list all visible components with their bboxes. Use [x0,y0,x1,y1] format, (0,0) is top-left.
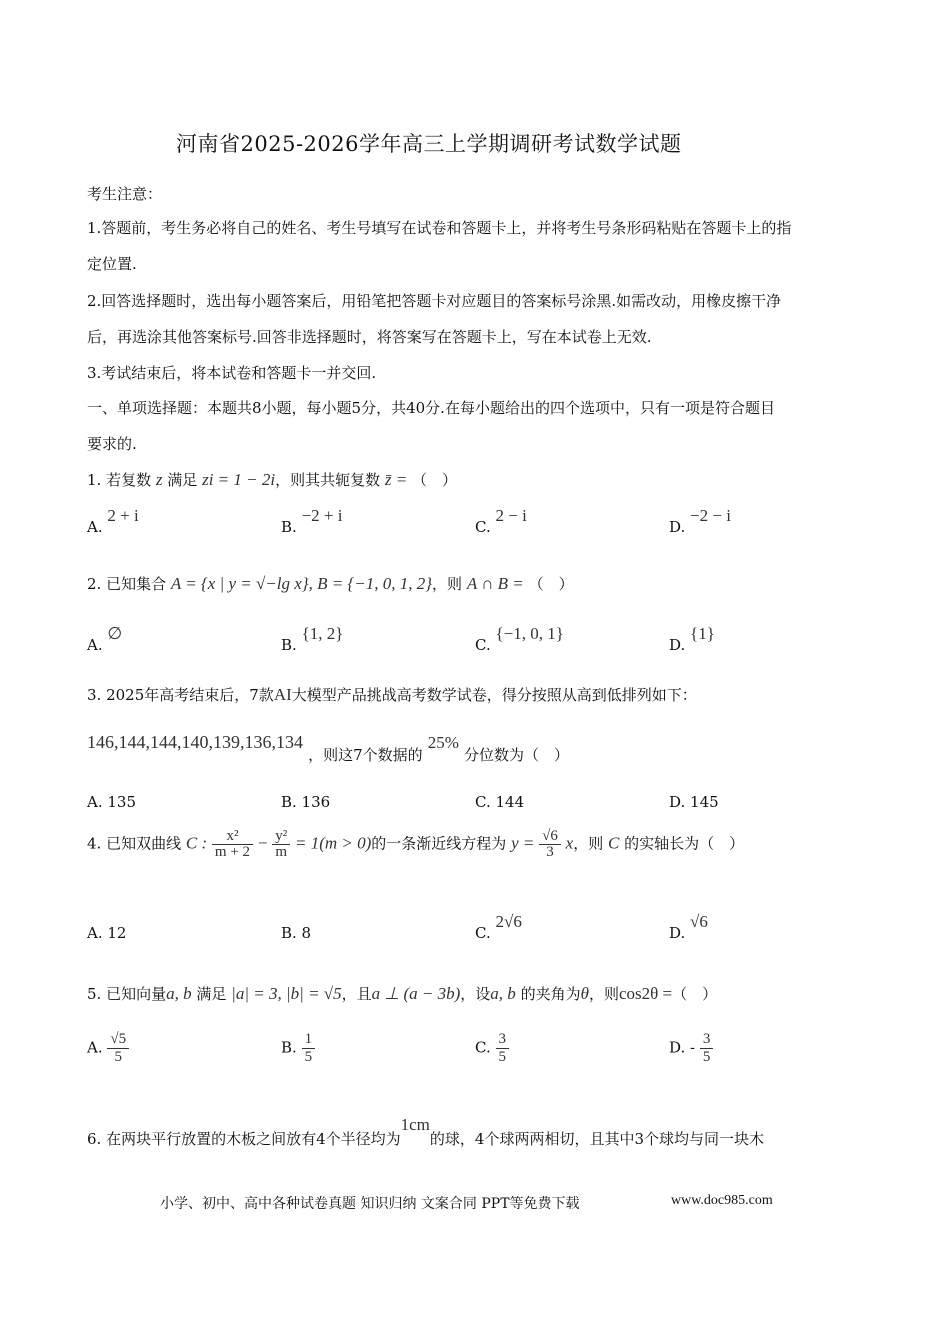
question-3 [87,684,697,705]
fraction-denominator: 5 [304,1049,313,1065]
q2-text-1: 2. 已知集合 [87,575,167,593]
q5-option-c [475,1031,509,1066]
q3-ai: AI [273,685,292,704]
question-5 [87,983,717,1004]
q4-curve-ref: C [608,833,620,853]
q5-text-2: 满足 [196,985,227,1003]
option-value: −2 + i [301,506,343,525]
q1-text-1: 1. 若复数 [87,471,152,489]
option-label: B. [281,518,297,536]
fraction-denominator: 5 [498,1049,506,1065]
q5-perpendicular: a ⊥ (a − 3b) [371,984,461,1003]
q4-minus: − [257,833,268,853]
note-2-line-1: 2.回答选择题时，选出每小题答案后，用铅笔把答题卡对应题目的答案标号涂黑.如需改动，用橡皮擦干净 [87,292,782,310]
q4-text-1: 4. 已知双曲线 [87,834,182,853]
page-title: 河南省2025-2026学年高三上学期调研考试数学试题 [176,132,682,156]
option-label: C. [475,1038,491,1057]
question-1 [87,469,457,490]
q1-conjugate: z̄ = [384,470,408,489]
option-value: {−1, 0, 1} [495,624,564,643]
question-3-data-line [87,732,570,764]
q4-text-2: 的一条渐近线方程为 [371,834,507,853]
q3-percent: 25% [427,733,459,752]
fraction-numerator: 3 [496,1031,510,1049]
option-fraction [496,1031,510,1066]
q5-theta: θ [580,984,589,1003]
q4-option-c [475,912,522,942]
q1-option-b [281,506,342,536]
fraction-numerator: 1 [302,1031,316,1049]
option-label: D. [669,1038,686,1057]
option-value: 2 + i [107,506,139,525]
q1-equation: zi = 1 − 2i [202,470,276,489]
q3-text-2: ，则这7个数据的 [308,746,423,764]
q4-option-a: A. 12 [87,924,127,942]
note-3: 3.考试结束后，将本试卷和答题卡一并交回. [87,364,377,382]
q3-option-a: A. 135 [87,793,136,811]
q5-text-3: ，且 [341,985,372,1003]
q1-option-d [669,506,731,536]
question-4 [87,829,744,860]
notes-heading: 考生注意： [87,185,163,203]
option-label: C. [475,924,491,942]
fraction-denominator: 5 [114,1049,122,1065]
q6-unit: 1cm [400,1115,430,1134]
option-sign: - [690,1038,696,1057]
section-1-line-2: 要求的. [87,435,137,453]
note-1-line-2: 定位置. [87,255,137,273]
q4-equation-rest: = 1(m > 0) [294,833,372,853]
note-1-line-1: 1.答题前，考生务必将自己的姓名、考生号填写在试卷和答题卡上，并将考生号条形码粘贴在答题卡上的指 [87,219,792,237]
q5-text-1: 5. 已知向量 [87,985,167,1003]
footer-text: 小学、初中、高中各种试卷真题 知识归纳 文案合同 PPT等免费下载 [160,1196,580,1212]
q1-var: z [155,470,163,489]
q4-option-d [669,912,708,942]
q4-curve-name: C : [185,833,208,853]
fraction-denominator: m [275,844,288,860]
option-fraction [700,1031,714,1066]
q3-data: 146,144,144,140,139,136,134 [87,732,303,752]
fraction-numerator: √5 [107,1031,129,1049]
option-fraction [107,1031,129,1066]
q1-text-3: ，则其共轭复数 [275,471,381,489]
fraction-denominator: m + 2 [214,844,251,860]
q5-text-7: （ ） [672,985,718,1003]
question-6 [87,1114,765,1148]
option-fraction [302,1031,316,1066]
q5-text-4: ，设 [460,985,491,1003]
q5-option-d [669,1031,713,1066]
q6-text-2: 的球，4个球两两相切，且其中3个球均与同一块木 [429,1130,765,1148]
option-value: −2 − i [690,506,731,525]
q1-option-c [475,506,527,536]
fraction-denominator: 3 [546,844,554,860]
q5-option-b [281,1031,315,1066]
footer-url: www.doc985.com [671,1193,773,1208]
option-label: D. [669,924,686,942]
option-label: D. [669,518,686,536]
q2-option-c [475,624,564,654]
option-label: B. [281,636,297,654]
fraction-numerator: 3 [700,1031,714,1049]
q2-intersection: A ∩ B = [466,574,524,593]
q3-option-b: B. 136 [281,793,331,811]
q1-option-a [87,506,139,536]
q4-fraction-x [212,829,253,860]
option-label: C. [475,636,491,654]
option-value: 2√6 [495,912,522,931]
q5-vectors-2: a, b [490,984,516,1003]
fraction-numerator: y² [272,829,290,845]
fraction-numerator: x² [212,829,253,845]
option-label: A. [87,518,103,536]
q4-fraction-slope [539,829,561,860]
q1-text-4: （ ） [412,471,458,489]
option-value: ∅ [107,624,123,643]
section-1-line-1: 一、单项选择题：本题共8小题，每小题5分，共40分.在每小题给出的四个选项中，只有一项是符合题目 [87,399,775,417]
option-value: {1, 2} [301,624,344,643]
fraction-numerator: √6 [539,829,561,845]
q3-option-c: C. 144 [475,793,525,811]
option-label: A. [87,1038,103,1057]
option-label: A. [87,636,103,654]
q5-text-5: 的夹角为 [520,985,581,1003]
q1-text-2: 满足 [167,471,198,489]
q4-x: x [565,833,574,853]
q2-option-a [87,624,122,654]
q2-option-b [281,624,343,654]
q6-text-1: 6. 在两块平行放置的木板之间放有4个半径均为 [87,1130,401,1148]
q2-text-2: ，则 [432,575,463,593]
note-2-line-2: 后，再选涂其他答案标号.回答非选择题时，将答案写在答题卡上，写在本试卷上无效. [87,328,652,346]
question-2 [87,573,574,594]
option-value: 2 − i [495,506,527,525]
option-label: B. [281,1038,297,1057]
q3-text-1: 3. 2025年高考结束后，7款 [87,686,274,704]
option-label: D. [669,636,686,654]
q5-text-6: ，则 [588,985,619,1003]
q3-text-1b: 大模型产品挑战高考数学试卷，得分按照从高到低排列如下： [291,686,697,704]
option-label: C. [475,518,491,536]
fraction-denominator: 5 [702,1049,711,1065]
q3-text-3: 分位数为（ ） [464,746,570,764]
q4-y: y = [511,833,535,853]
option-value: {1} [690,624,715,643]
q4-fraction-y [272,829,290,860]
q3-option-d: D. 145 [669,793,719,811]
q4-text-3: ，则 [573,834,604,853]
q5-magnitudes: |a| = 3, |b| = √5 [231,984,342,1003]
q5-option-a [87,1031,129,1066]
q4-text-4: 的实轴长为（ ） [624,834,745,853]
q2-option-d [669,624,715,654]
q2-set-equation: A = {x | y = √−lg x}, B = {−1, 0, 1, 2} [170,574,433,593]
q5-vectors: a, b [166,984,192,1003]
q2-text-3: （ ） [528,575,574,593]
q4-option-b: B. 8 [281,924,312,942]
option-value: √6 [690,912,708,931]
q5-cos: cos2θ = [618,984,673,1003]
